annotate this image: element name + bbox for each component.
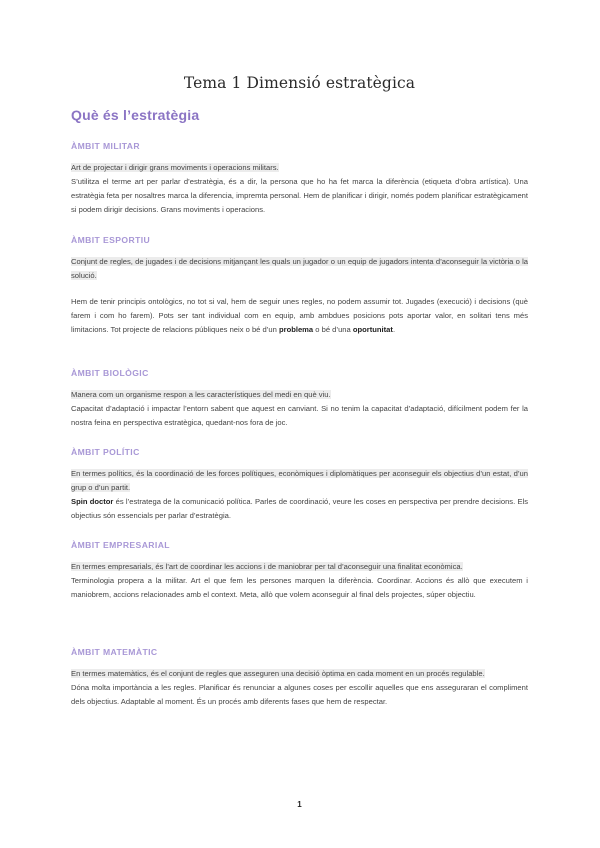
subheading-politic: ÀMBIT POLÍTIC — [71, 447, 140, 457]
subheading-militar: ÀMBIT MILITAR — [71, 141, 141, 151]
paragraph-politic — [71, 467, 528, 523]
page-number: 1 — [297, 800, 302, 809]
definition-esportiu: Conjunt de regles, de jugades i de decisions mitjançant les quals un jugador o un equip de jugadors intenta d’aconseguir la victòria o la solució. — [71, 257, 528, 280]
section-biologic — [71, 368, 528, 438]
subheading-biologic: ÀMBIT BIOLÒGIC — [71, 368, 149, 378]
paragraph-biologic — [71, 388, 528, 430]
section-esportiu — [71, 235, 528, 345]
document-title: Tema 1 Dimensió estratègica — [183, 74, 416, 92]
section-heading: Què és l’estratègia — [71, 107, 200, 123]
keyword-problema: problema — [278, 325, 314, 334]
section-militar — [71, 141, 528, 225]
subheading-esportiu: ÀMBIT ESPORTIU — [71, 235, 151, 245]
paragraph-matematic — [71, 667, 528, 709]
section-matematic — [71, 647, 528, 717]
paragraph-esportiu-notes: Hem de tenir principis ontològics, no tot si val, hem de seguir unes regles, no podem assumir tot. Jugades (execució) i decisions (què farem i com ho farem). Pots ser tant individual com en equip, amb ambdues posicions pots aportar valor, en solitari tens més limitacions. Tot projecte de relacions públiques neix o bé d’un problema o bé d’una oportunitat. — [71, 297, 528, 334]
subheading-empresarial: ÀMBIT EMPRESARIAL — [71, 540, 170, 550]
notes-biologic: Capacitat d’adaptació i impactar l’entorn sabent que aquest en canviant. Si no tenim la capacitat d’adaptació, difícilment podem fer la nostra feina en perspectiva estratègica, quedant-nos fora de joc. — [71, 404, 528, 427]
section-politic — [71, 447, 528, 531]
definition-empresarial: En termes empresarials, és l’art de coordinar les accions i de maniobrar per tal d’aconseguir una finalitat econòmica. — [71, 562, 463, 571]
definition-biologic: Manera com un organisme respon a les característiques del medi en què viu. — [71, 390, 331, 399]
paragraph-militar — [71, 161, 528, 217]
paragraph-empresarial — [71, 560, 528, 602]
notes-militar: S’utilitza el terme art per parlar d’estratègia, és a dir, la persona que ho ha fet marca la diferència (etiqueta d’obra artística). Una estratègia feta per nosaltres marca la diferencia, impremta personal. Hem de planificar i dirigir, només podem planificar estratègicament si podem dirigir decisions. Grans moviments i operacions. — [71, 177, 528, 214]
definition-militar: Art de projectar i dirigir grans moviments i operacions militars. — [71, 163, 279, 172]
paragraph-esportiu-def — [71, 255, 528, 283]
section-empresarial — [71, 540, 528, 610]
notes-politic: és l’estratega de la comunicació política. Parles de coordinació, veure les coses en perspectiva per prendre decisions. Els objectius són essencials per parlar d’estratègia. — [71, 497, 529, 520]
keyword-oportunitat: oportunitat — [352, 325, 393, 334]
notes-matematic: Dóna molta importància a les regles. Planificar és renunciar a algunes coses per escollir aquelles que ens asseguraran el compliment dels objectius. Adaptable al moment. És un procés amb diferents fases que hem de respectar. — [71, 683, 528, 706]
keyword-spin-doctor: Spin doctor — [71, 497, 114, 506]
definition-politic: En termes polítics, és la coordinació de les forces polítiques, econòmiques i diplomàtiques per aconseguir els objectius d’un estat, d’un grup o d’un partit. — [71, 469, 528, 492]
definition-matematic: En termes matemàtics, és el conjunt de regles que asseguren una decisió òptima en cada moment en un procés regulable. — [71, 669, 485, 678]
notes-empresarial: Terminologia propera a la militar. Art el que fem les persones marquen la diferència. Coordinar. Accions és allò que executem i maniobrem, accions relacionades amb el context. Meta, allò que volem aconseguir al final dels projectes, súper objectiu. — [71, 576, 528, 599]
subheading-matematic: ÀMBIT MATEMÀTIC — [71, 647, 158, 657]
